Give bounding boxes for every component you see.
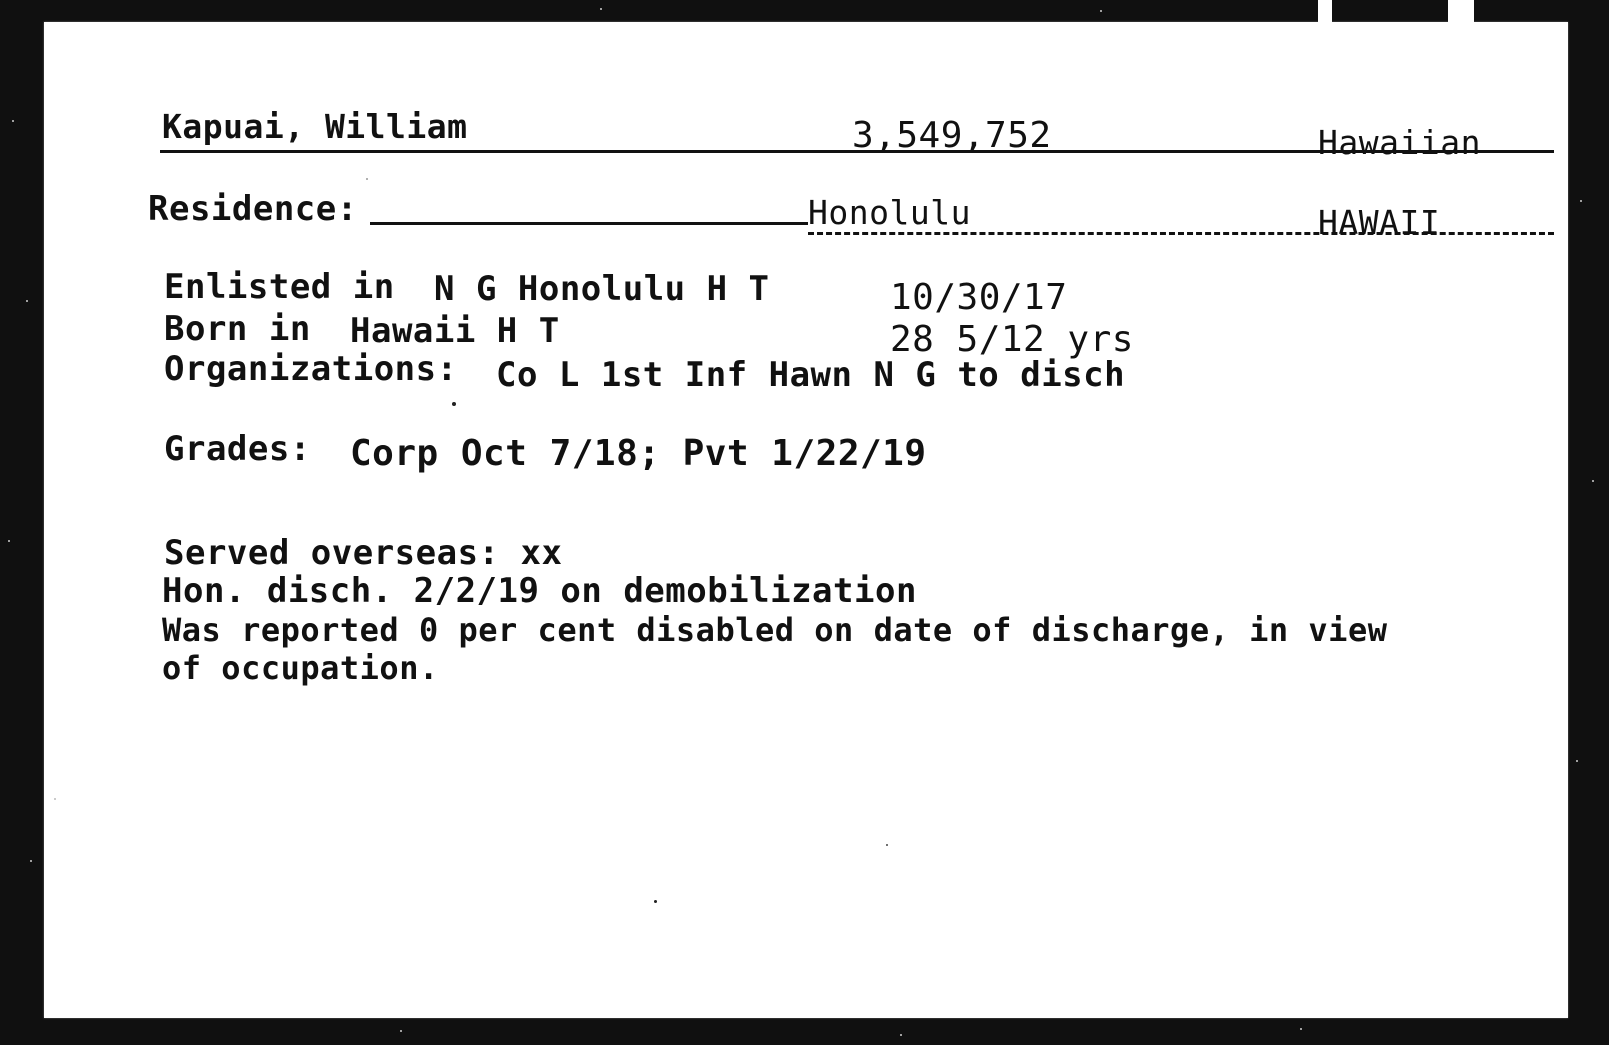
disability-line-2: of occupation. <box>162 649 439 687</box>
born-place: Hawaii H T <box>350 311 560 351</box>
age: 28 5/12 yrs <box>890 319 1134 360</box>
scan-speck <box>452 402 456 406</box>
scan-speck <box>12 120 14 122</box>
residence-label: Residence: <box>148 189 358 229</box>
scan-speck <box>400 1030 402 1032</box>
residence-line-left <box>370 222 808 225</box>
top-edge-strip <box>1318 0 1332 22</box>
soldier-name: Kapuai, William <box>162 107 468 146</box>
discharge-info: Hon. disch. 2/2/19 on demobilization <box>162 571 917 611</box>
scan-speck <box>54 798 56 800</box>
enlisted-label: Enlisted in <box>164 267 395 307</box>
residence-state: HAWAII <box>1318 203 1441 242</box>
scan-speck <box>26 300 28 302</box>
scan-speck <box>8 540 10 542</box>
residence-line-right <box>808 232 1554 235</box>
organizations-label: Organizations: <box>164 349 458 389</box>
enlisted-place: N G Honolulu H T <box>434 269 770 309</box>
service-record-card <box>44 22 1568 1018</box>
grades-value: Corp Oct 7/18; Pvt 1/22/19 <box>350 433 927 474</box>
scan-speck <box>886 844 888 846</box>
scan-speck <box>1100 10 1102 12</box>
scan-speck <box>1300 1028 1302 1030</box>
serial-number: 3,549,752 <box>852 115 1052 156</box>
enlisted-date: 10/30/17 <box>890 277 1068 318</box>
scan-speck <box>1592 480 1594 482</box>
born-label: Born in <box>164 309 311 349</box>
served-overseas: Served overseas: xx <box>164 533 563 573</box>
scan-speck <box>366 178 368 180</box>
race: Hawaiian <box>1318 123 1481 162</box>
grades-label: Grades: <box>164 429 311 469</box>
scan-speck <box>900 1034 902 1036</box>
name-line <box>160 150 1554 153</box>
scan-speck <box>30 860 32 862</box>
scan-speck <box>654 900 657 903</box>
organizations-value: Co L 1st Inf Hawn N G to disch <box>496 355 1126 395</box>
scan-speck <box>1580 200 1582 202</box>
scan-speck <box>1576 760 1578 762</box>
residence-city: Honolulu <box>808 193 971 232</box>
scan-speck <box>600 8 602 10</box>
disability-line-1: Was reported 0 per cent disabled on date of discharge, in view <box>162 611 1388 649</box>
top-edge-strip-right <box>1448 0 1474 22</box>
